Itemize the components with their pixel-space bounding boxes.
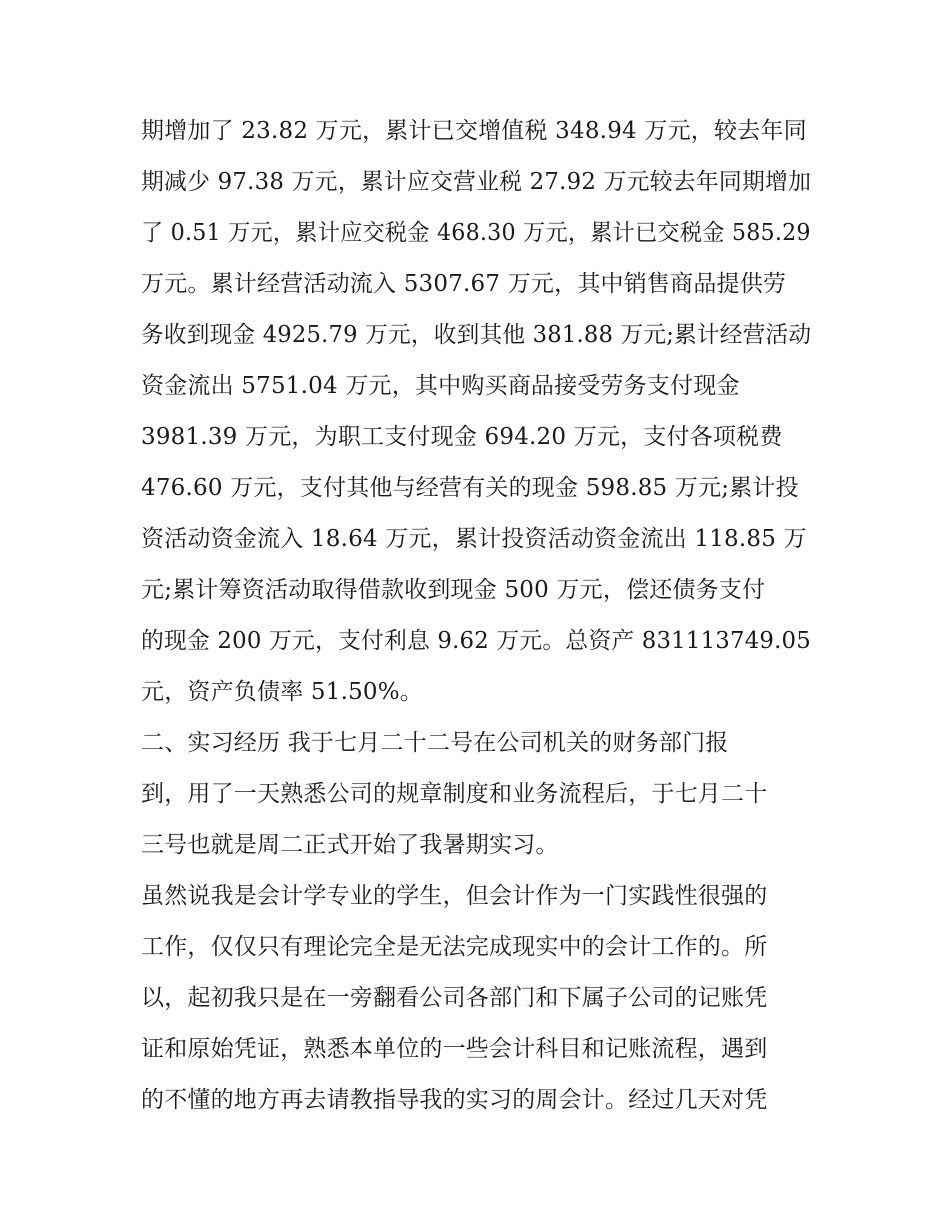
text-line: 的不懂的地方再去请教指导我的实习的周会计。经过几天对凭 (141, 1087, 768, 1113)
text-line: 万元。累计经营活动流入 5307.67 万元，其中销售商品提供劳 (141, 271, 787, 297)
text-line: 资金流出 5751.04 万元，其中购买商品接受劳务支付现金 (141, 373, 740, 399)
text-line: 以，起初我只是在一旁翻看公司各部门和下属子公司的记账凭 (141, 985, 768, 1011)
text-line: 工作，仅仅只有理论完全是无法完成现实中的会计工作的。所 (141, 934, 768, 960)
text-line: 了 0.51 万元，累计应交税金 468.30 万元，累计已交税金 585.29 (141, 220, 811, 246)
text-line: 证和原始凭证，熟悉本单位的一些会计科目和记账流程，遇到 (141, 1036, 768, 1062)
text-line: 资活动资金流入 18.64 万元，累计投资活动资金流出 118.85 万 (141, 526, 807, 552)
text-line: 的现金 200 万元，支付利息 9.62 万元。总资产 831113749.05 (141, 628, 811, 654)
text-line: 3981.39 万元，为职工支付现金 694.20 万元，支付各项税费 (141, 424, 783, 450)
text-line: 元;累计筹资活动取得借款收到现金 500 万元，偿还债务支付 (141, 577, 766, 603)
text-line: 元，资产负债率 51.50%。 (141, 679, 424, 705)
text-line: 期增加了 23.82 万元，累计已交增值税 348.94 万元，较去年同 (141, 118, 807, 144)
paragraph-start-line: 虽然说我是会计学专业的学生，但会计作为一门实践性很强的 (141, 883, 768, 909)
text-line: 务收到现金 4925.79 万元，收到其他 381.88 万元;累计经营活动 (141, 322, 812, 348)
section-heading-line: 二、实习经历 我于七月二十二号在公司机关的财务部门报 (141, 730, 729, 756)
text-line: 476.60 万元，支付其他与经营有关的现金 598.85 万元;累计投 (141, 475, 799, 501)
text-line: 三号也就是周二正式开始了我暑期实习。 (141, 832, 559, 858)
text-line: 期减少 97.38 万元，累计应交营业税 27.92 万元较去年同期增加 (141, 169, 812, 195)
text-line: 到，用了一天熟悉公司的规章制度和业务流程后，于七月二十 (141, 781, 768, 807)
